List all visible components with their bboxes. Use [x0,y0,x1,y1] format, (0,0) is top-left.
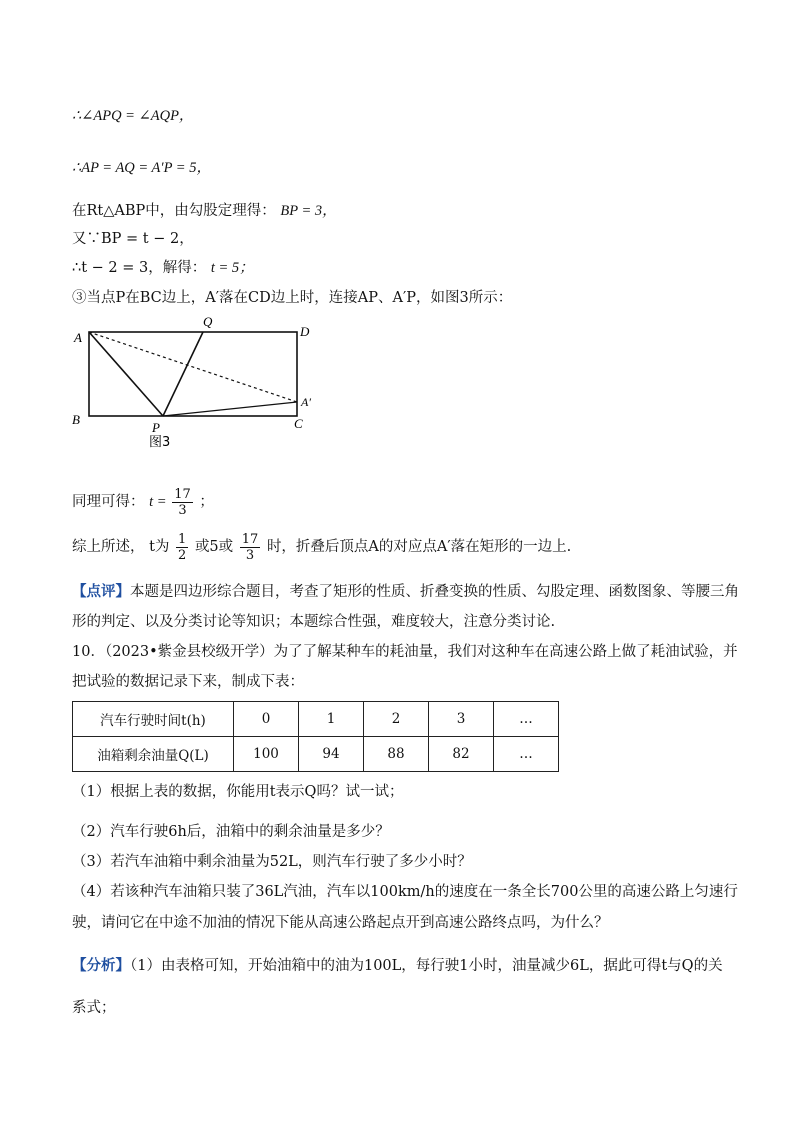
comment-line-2: 形的判定、以及分类讨论等知识；本题综合性强，难度较大，注意分类讨论. [72,614,556,630]
table-header-fuel: 油箱剩余油量Q(L) [73,737,234,772]
line-case-3: ③当点P在BC边上，A′落在CD边上时，连接AP、A′P，如图3所示： [72,290,513,306]
question-10-line-2: 把试验的数据记录下来，制成下表： [72,674,304,690]
label-b: B [72,412,80,427]
line-summary: 综上所述， t为 $\frac{1}{2}$ 或5或 $\frac{17}{3}$ 时，折叠后顶点A的对应点A′落在矩形的一边上. [72,531,572,563]
table-header-time: 汽车行驶时间t(h) [73,702,234,737]
line-bp-expression: 又∵BP = t − 2， [72,231,194,247]
label-a-prime: A′ [301,395,311,409]
line-pythagoras [72,201,337,221]
rectangle-abcd [89,332,297,416]
fraction-17-3-b: $\frac{17}{3}$ [241,531,259,563]
line-similarly: 同理可得： t = $\frac{17}{3}$ ； [72,486,214,518]
figure-3 [60,310,330,460]
part-4-line-2: 驶，请问它在中途不加油的情况下能从高速公路起点开到高速公路终点吗，为什么？ [72,915,609,931]
part-2: （2）汽车行驶6h后，油箱中的剩余油量是多少？ [72,824,390,840]
label-a: A [74,330,82,345]
segment-ap [89,332,163,416]
part-3: （3）若汽车油箱中剩余油量为52L，则汽车行驶了多少小时？ [72,854,472,870]
label-d: D [300,324,310,339]
figure-caption: 图3 [149,435,171,450]
comment-line-1: 【点评】本题是四边形综合题目，考查了矩形的性质、折叠变换的性质、勾股定理、函数图象、等腰三角 [72,583,739,600]
table-row: 汽车行驶时间t(h) 0 1 2 3 … [73,702,559,737]
pythagoras-text: 在Rt△ABP中，由勾股定理得： [72,203,276,219]
segment-pq [163,332,203,416]
line-segment-equal: ∴AP = AQ = A′P = 5， [72,160,211,176]
label-c: C [294,416,303,431]
analysis-tag: 【分析】 [72,957,130,974]
label-p: P [152,420,160,435]
solve-text: ∴t − 2 = 3，解得： [72,260,207,276]
t-equals-5: t = 5； [210,260,254,276]
comment-tag: 【点评】 [72,583,130,600]
fraction-17-3: $\frac{17}{3}$ [174,486,191,518]
line-solve-t [72,258,254,278]
table-row: 油箱剩余油量Q(L) 100 94 88 82 … [73,737,559,772]
analysis-line-1: 【分析】（1）由表格可知，开始油箱中的油为100L，每行驶1小时，油量减少6L，据此可得t与Q的关 [72,957,723,974]
t-equals: t = [149,494,171,510]
analysis-line-2: 系式； [72,1000,116,1016]
question-10-line-1: 10．（2023•紫金县校级开学）为了了解某种车的耗油量，我们对这种车在高速公路上做了耗油试验，并 [72,644,738,660]
part-4-line-1: （4）若该种汽车油箱只装了36L汽油，汽车以100km/h的速度在一条全长700公里的高速公路上匀速行 [72,884,738,900]
label-q: Q [203,314,213,329]
fraction-1-2: $\frac{1}{2}$ [178,531,187,563]
part-1: （1）根据上表的数据，你能用t表示Q吗？试一试； [72,784,404,800]
line-angle-equal: ∴∠APQ = ∠AQP， [72,108,194,124]
bp-value: BP = 3， [280,203,337,219]
segment-pa-prime [163,402,297,416]
similarly-text: 同理可得： [72,494,145,510]
fuel-data-table [72,701,559,772]
